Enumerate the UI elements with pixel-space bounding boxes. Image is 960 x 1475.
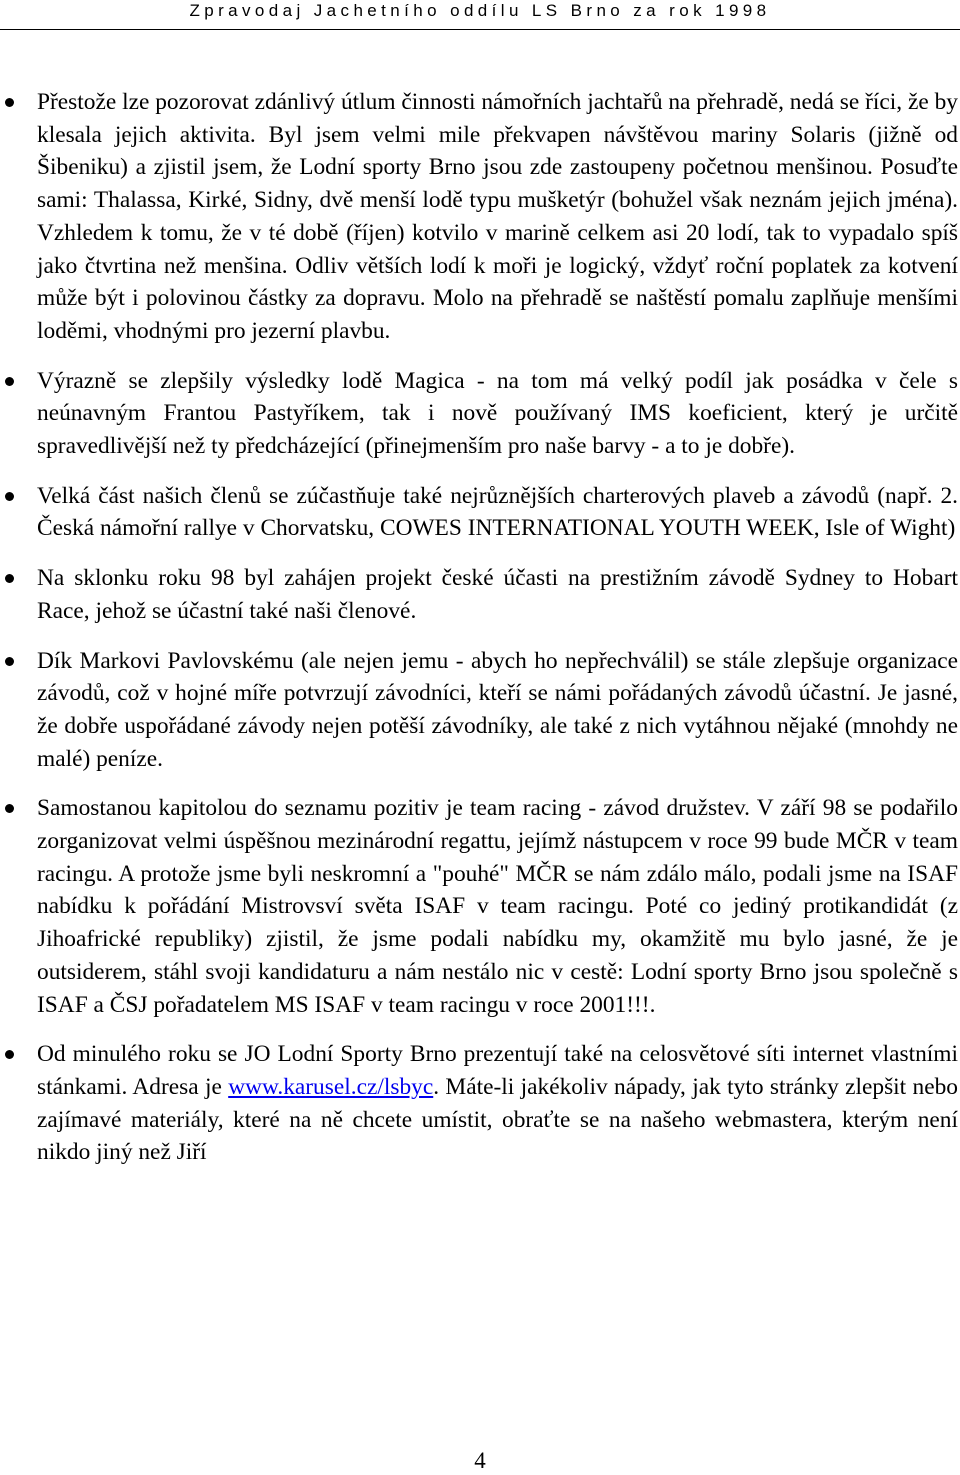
running-header: Zpravodaj Jachetního oddílu LS Brno za rok 1998	[189, 1, 771, 20]
page-number: 4	[474, 1448, 486, 1473]
paragraph-text: Velká část našich členů se zúčastňuje také nejrůznějších charterových plaveb a závodů (např. 2. Česká námořní rallye v Chorvatsku, COWES INTERNATIONAL YOUTH WEEK, Isle of Wight)	[37, 482, 958, 542]
bullet-icon	[5, 492, 14, 501]
header-rule	[0, 29, 960, 30]
bullet-icon	[5, 574, 14, 583]
list-item	[0, 86, 958, 348]
list-item	[0, 562, 958, 627]
list-item	[0, 365, 958, 463]
website-link[interactable]: www.karusel.cz/lsbyc	[228, 1073, 434, 1100]
paragraph-text-before-link: Od minulého roku se JO Lodní Sporty Brno prezentují také na celosvětové síti internet vlastními stánkami. Adresa je	[37, 1041, 958, 1100]
bullet-icon	[5, 98, 14, 107]
list-item	[0, 792, 958, 1021]
list-item	[0, 1038, 958, 1169]
document-body	[0, 86, 960, 1186]
paragraph-text: Výrazně se zlepšily výsledky lodě Magica - na tom má velký podíl jak posádka v čele s neúnavným Frantou Pastyříkem, tak i nově používaný IMS koeficient, který je určitě spravedlivější než ty předcházející (přinejmenším pro naše barvy - a to je dobře).	[37, 367, 958, 460]
paragraph-text-after-link: . Máte-li jakékoliv nápady, jak tyto stránky zlepšit nebo zajímavé materiály, které na ně chcete umístit, obraťte se na našeho webmastera, kterým není nikdo jiný než Jiří	[37, 1073, 958, 1166]
bullet-icon	[5, 1050, 14, 1059]
paragraph-text: Samostanou kapitolou do seznamu pozitiv je team racing - závod družstev. V září 98 se podařilo zorganizovat velmi úspěšnou mezinárodní regattu, jejímž nástupcem v roce 99 bude MČR v team racingu. A protože jsme byli neskromní a "pouhé" MČR se nám zdálo málo, podali jsme na ISAF nabídku k pořádání Mistrovsví světa ISAF v team racingu. Poté co jediný protikandidát (z Jihoafrické republiky) zjistil, že jsme podali nabídku my, okamžitě mu bylo jasné, že je outsiderem, stáhl svoji kandidaturu a nám nestálo nic v cestě: Lodní sporty Brno jsou společně s ISAF a ČSJ pořadatelem MS ISAF v team racingu v roce 2001!!!.	[37, 795, 958, 1018]
paragraph-text: Dík Markovi Pavlovskému (ale nejen jemu - abych ho nepřechválil) se stále zlepšuje organizace závodů, což v hojné míře potvrzují závodníci, kteří se námi pořádaných závodů účastní. Je jasné, že dobře uspořádané závody nejen potěší závodníky, ale také z nich vytáhnou nějaké (mnohdy ne malé) peníze.	[37, 647, 958, 772]
bullet-list	[0, 86, 960, 1169]
list-item	[0, 480, 958, 545]
bullet-icon	[5, 377, 14, 386]
paragraph-text: Přestože lze pozorovat zdánlivý útlum činnosti námořních jachtařů na přehradě, nedá se říci, že by klesala jejich aktivita. Byl jsem velmi mile překvapen návštěvou mariny Solaris (jižně od Šibeniku) a zjistil jsem, že Lodní sporty Brno jsou zde zastoupeny početnou menšinou. Posuďte sami: Thalassa, Kirké, Sidny, dvě menší lodě typu mušketýr (bohužel však neznám jejich jména). Vzhledem k tomu, že v té době (říjen) kotvilo v marině celkem asi 20 lodí, tak to vypadalo spíš jako čtvrtina než menšina. Odliv větších lodí k moři je logický, vždyť roční poplatek za kotvení může být i polovinou částky za dopravu. Molo na přehradě se naštěstí pomalu zaplňuje menšími loděmi, vhodnými pro jezerní plavbu.	[37, 89, 958, 344]
bullet-icon	[5, 804, 14, 813]
bullet-icon	[5, 657, 14, 666]
list-item	[0, 645, 958, 776]
paragraph-text: Na sklonku roku 98 byl zahájen projekt české účasti na prestižním závodě Sydney to Hobart Race, jehož se účastní také naši členové.	[37, 565, 958, 624]
